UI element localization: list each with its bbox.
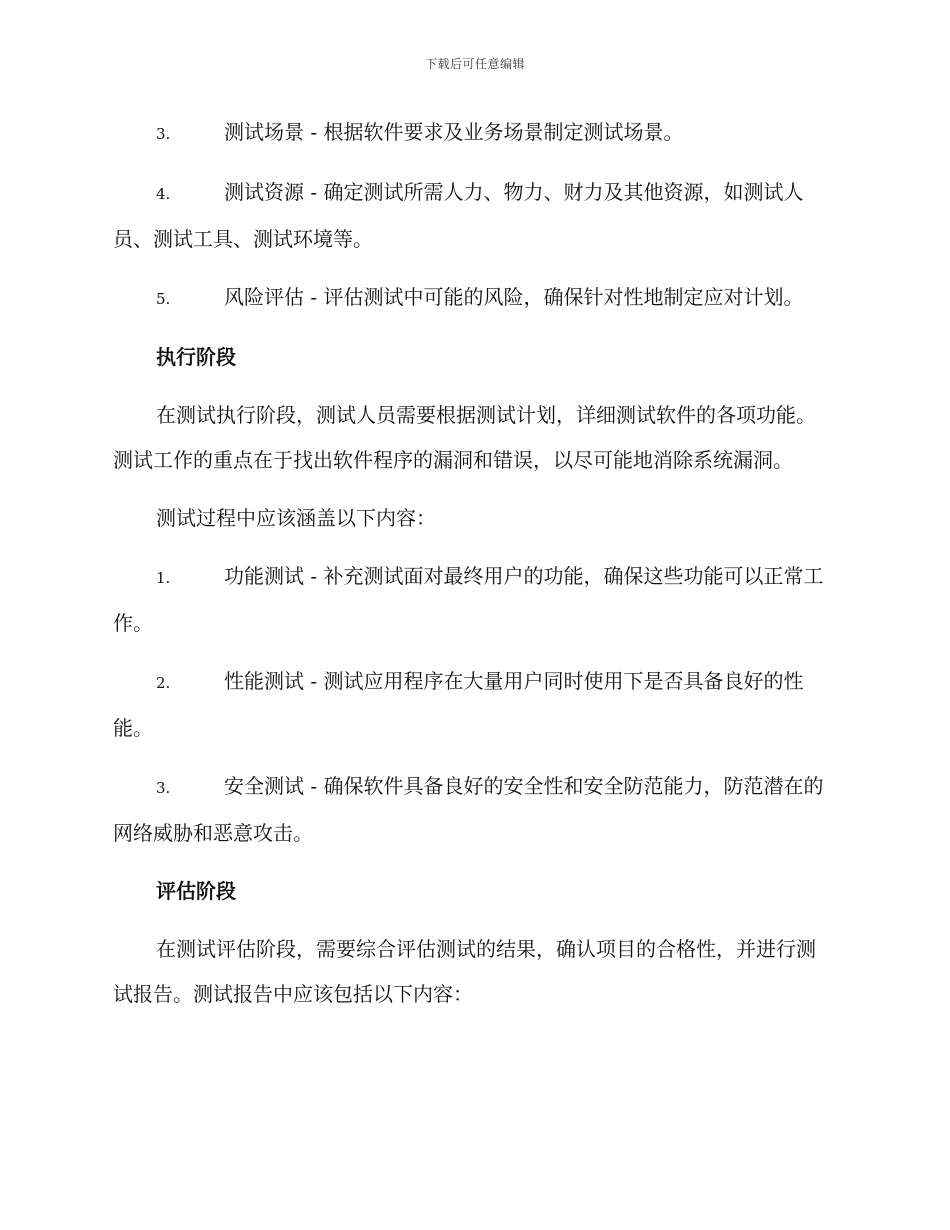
list-number: 2. (156, 674, 171, 692)
list-number: 5. (156, 290, 171, 308)
list-text: 测试场景 - 根据软件要求及业务场景制定测试场景。 (224, 120, 684, 144)
list-item (113, 554, 833, 646)
list-text: 功能测试 - 补充测试面对最终用户的功能，确保这些功能可以正常工作。 (113, 564, 824, 635)
list-text: 性能测试 - 测试应用程序在大量用户同时使用下是否具备良好的性能。 (113, 669, 804, 740)
page-header: 下载后可任意编辑 (424, 57, 525, 71)
list-number: 1. (156, 569, 171, 587)
list-item (113, 170, 833, 262)
paragraph-coverage: 测试过程中应该涵盖以下内容： (156, 506, 436, 530)
section-heading-execution: 执行阶段 (156, 345, 236, 369)
list-text: 安全测试 - 确保软件具备良好的安全性和安全防范能力，防范潜在的网络威胁和恶意攻击。 (113, 774, 824, 845)
list-item (113, 110, 833, 157)
list-item (113, 764, 833, 856)
section-heading-evaluation: 评估阶段 (156, 879, 236, 903)
list-number: 3. (156, 125, 171, 143)
list-number: 4. (156, 185, 171, 203)
list-item (113, 275, 833, 322)
list-text: 风险评估 - 评估测试中可能的风险，确保针对性地制定应对计划。 (224, 285, 804, 309)
list-item (113, 659, 833, 751)
list-number: 3. (156, 779, 171, 797)
paragraph-execution: 在测试执行阶段，测试人员需要根据测试计划，详细测试软件的各项功能。测试工作的重点在于找出软件程序的漏洞和错误，以尽可能地消除系统漏洞。 (113, 403, 816, 472)
document-body (113, 110, 833, 1030)
paragraph-evaluation: 在测试评估阶段，需要综合评估测试的结果，确认项目的合格性，并进行测试报告。测试报告中应该包括以下内容： (113, 937, 816, 1006)
list-text: 测试资源 - 确定测试所需人力、物力、财力及其他资源，如测试人员、测试工具、测试环境等。 (113, 180, 804, 251)
